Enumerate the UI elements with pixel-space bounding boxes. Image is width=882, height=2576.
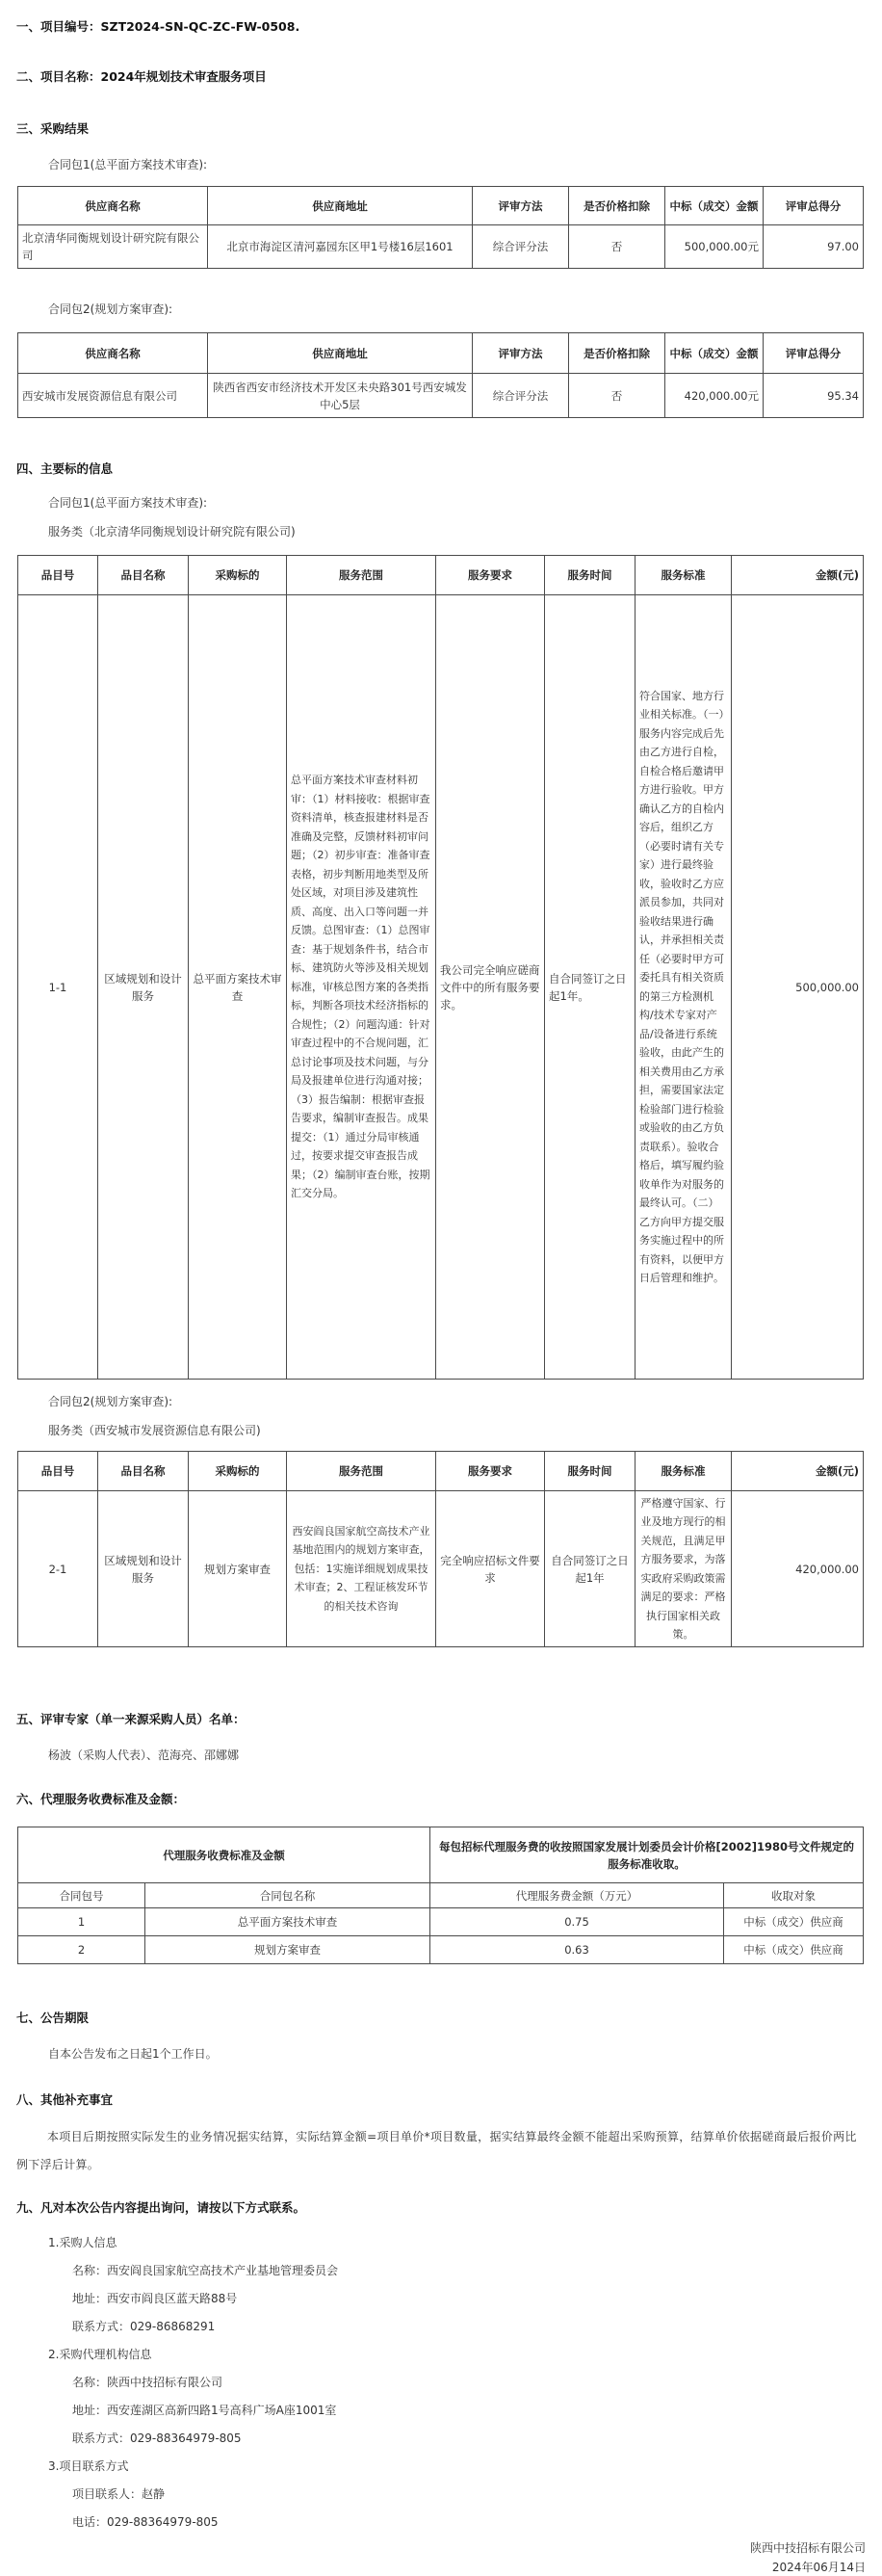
project-contact-phone: 电话：029-88364979-805 [72, 2515, 219, 2529]
header-scope: 服务范围 [287, 1452, 436, 1491]
section-supplement: 八、其他补充事宜 [16, 2092, 114, 2107]
fee-row2-no: 2 [18, 1936, 145, 1964]
result1-address: 北京市海淀区清河嘉园东区甲1号楼16层1601 [208, 225, 473, 269]
header-item-no: 品目号 [18, 1452, 98, 1491]
subject-table-1 [17, 555, 864, 1380]
header-winning-amount: 中标（成交）金额 [665, 333, 764, 374]
result2-deduction: 否 [569, 374, 665, 418]
header-amount: 金额(元) [732, 556, 864, 595]
signature-organization: 陕西中技招标有限公司 [749, 2541, 866, 2555]
header-amount: 金额(元) [732, 1452, 864, 1491]
item2-requirement: 完全响应招标文件要求 [436, 1491, 545, 1647]
item1-name: 区域规划和设计服务 [98, 595, 189, 1380]
header-target: 采购标的 [189, 556, 287, 595]
item2-standard: 严格遵守国家、行业及地方现行的相关规范，且满足甲方服务要求，为落实政府采购政策需满足的要求：严格执行国家相关政策。 [636, 1491, 732, 1647]
item1-time: 自合同签订之日起1年。 [545, 595, 636, 1380]
item1-scope: 总平面方案技术审查材料初审：（1）材料接收：根据审查资料清单，核查报建材料是否准确及完整，反馈材料初审问题；（2）初步审查：准备审查表格，初步判断用地类型及所处区域，对项目涉及建筑性质、高度、出入口等问题一并反馈。总图审查：（1）总图审查：基于规划条件书，结合市标、建筑防火等涉及相关规划标准，审核总图方案的各类指标，判断各项技术经济指标的合规性；（2）问题沟通：针对审查过程中的不合规问题，汇总讨论事项及技术问题，与分局及报建单位进行沟通对接；（3）报告编制：根据审查报告要求，编制审查报告。成果提交：（1）通过分局审核通过，按要求提交审查报告成果；（2）编制审查台账，按期汇交分局。 [287, 595, 436, 1380]
info-service1-title: 服务类（北京清华同衡规划设计研究院有限公司) [48, 525, 296, 539]
fee-standard-description: 每包招标代理服务费的收按照国家发展计划委员会计价格[2002]1980号文件规定的服务标准收取。 [430, 1827, 864, 1883]
notice-period-text: 自本公告发布之日起1个工作日。 [48, 2047, 218, 2061]
experts-list: 杨波（采购人代表）、范海亮、邵娜娜 [48, 1748, 240, 1762]
project-number: 一、项目编号：SZT2024-SN-QC-ZC-FW-0508. [16, 19, 300, 34]
supplement-text: 本项目后期按照实际发生的业务情况据实结算，实际结算金额=项目单价*项目数量，据实结算最终金额不能超出采购预算，结算单价依据磋商最后报价两比例下浮后计算。 [16, 2130, 857, 2171]
header-evaluation-method: 评审方法 [473, 187, 569, 225]
fee-header-fee-amount: 代理服务费金额（万元） [430, 1883, 724, 1908]
project-name: 二、项目名称：2024年规划技术审查服务项目 [16, 69, 267, 84]
result1-method: 综合评分法 [473, 225, 569, 269]
purchaser-address: 地址：西安市阎良区蓝天路88号 [72, 2292, 238, 2305]
fee-row1-no: 1 [18, 1908, 145, 1936]
section-procurement-result: 三、采购结果 [16, 121, 90, 136]
fee-row2-amount: 0.63 [430, 1936, 724, 1964]
info-service2-title: 服务类（西安城市发展资源信息有限公司) [48, 1424, 261, 1437]
signature-date: 2024年06月14日 [771, 2561, 866, 2574]
item2-amount: 420,000.00 [732, 1491, 864, 1647]
header-requirement: 服务要求 [436, 556, 545, 595]
item2-scope: 西安阎良国家航空高技术产业基地范围内的规划方案审查，包括：1实施详细规划成果技术审查；2、工程证核发环节的相关技术咨询 [287, 1491, 436, 1647]
header-target: 采购标的 [189, 1452, 287, 1491]
item1-amount: 500,000.00 [732, 595, 864, 1380]
agency-phone: 联系方式：029-88364979-805 [72, 2431, 242, 2445]
table-row [18, 1936, 864, 1964]
result2-amount: 420,000.00元 [665, 374, 764, 418]
section-contact: 九、凡对本次公告内容提出询问，请按以下方式联系。 [16, 2200, 306, 2215]
item1-standard: 符合国家、地方行业相关标准。（一）服务内容完成后先由乙方进行自检，自检合格后邀请甲方进行验收。甲方确认乙方的自检内容后，组织乙方（必要时请有关专家）进行最终验收，验收时乙方应派员参加，共同对验收结果进行确认，并承担相关责任（必要时甲方可委托具有相关资质的第三方检测机构/技术专家对产品/设备进行系统验收，由此产生的相关费用由乙方承担，需要国家法定检验部门进行检验或验收的由乙方负责联系）。验收合格后，填写履约验收单作为对服务的最终认可。（二）乙方向甲方提交服务实施过程中的所有资料，以便甲方日后管理和维护。 [636, 595, 732, 1380]
header-standard: 服务标准 [636, 1452, 732, 1491]
contact-purchaser-title: 1.采购人信息 [48, 2236, 117, 2249]
result1-amount: 500,000.00元 [665, 225, 764, 269]
result2-method: 综合评分法 [473, 374, 569, 418]
header-supplier-name: 供应商名称 [18, 333, 208, 374]
header-time: 服务时间 [545, 1452, 636, 1491]
header-evaluation-method: 评审方法 [473, 333, 569, 374]
purchaser-phone: 联系方式：029-86868291 [72, 2320, 216, 2333]
section-notice-period: 七、公告期限 [16, 2011, 90, 2025]
header-requirement: 服务要求 [436, 1452, 545, 1491]
header-supplier-address: 供应商地址 [208, 187, 473, 225]
result-table-1 [17, 186, 864, 269]
header-supplier-name: 供应商名称 [18, 187, 208, 225]
header-item-name: 品目名称 [98, 556, 189, 595]
subject-table-2 [17, 1451, 864, 1647]
header-total-score: 评审总得分 [764, 187, 864, 225]
info-package1-title: 合同包1(总平面方案技术审查): [48, 496, 208, 510]
agency-address: 地址：西安莲湖区高新四路1号高科广场A座1001室 [72, 2404, 337, 2417]
result2-supplier: 西安城市发展资源信息有限公司 [18, 374, 208, 418]
header-supplier-address: 供应商地址 [208, 333, 473, 374]
header-item-no: 品目号 [18, 556, 98, 595]
header-standard: 服务标准 [636, 556, 732, 595]
item2-name: 区域规划和设计服务 [98, 1491, 189, 1647]
result1-deduction: 否 [569, 225, 665, 269]
fee-row2-name: 规划方案审查 [145, 1936, 430, 1964]
section-agency-fee: 六、代理服务收费标准及金额： [16, 1792, 186, 1806]
result1-score: 97.00 [764, 225, 864, 269]
item2-target: 规划方案审查 [189, 1491, 287, 1647]
header-item-name: 品目名称 [98, 1452, 189, 1491]
item1-requirement: 我公司完全响应磋商文件中的所有服务要求。 [436, 595, 545, 1380]
header-price-deduction: 是否价格扣除 [569, 187, 665, 225]
agency-name: 名称：陕西中技招标有限公司 [72, 2376, 223, 2389]
item1-no: 1-1 [18, 595, 98, 1380]
fee-row1-name: 总平面方案技术审查 [145, 1908, 430, 1936]
result-package1-title: 合同包1(总平面方案技术审查): [48, 158, 208, 171]
result-table-2 [17, 332, 864, 418]
result1-supplier: 北京清华同衡规划设计研究院有限公司 [18, 225, 208, 269]
project-contact-person: 项目联系人：赵静 [72, 2487, 166, 2501]
item1-target: 总平面方案技术审查 [189, 595, 287, 1380]
item2-time: 自合同签订之日起1年 [545, 1491, 636, 1647]
item2-no: 2-1 [18, 1491, 98, 1647]
result2-score: 95.34 [764, 374, 864, 418]
header-total-score: 评审总得分 [764, 333, 864, 374]
section-main-subject: 四、主要标的信息 [16, 461, 114, 476]
fee-header-payer: 收取对象 [724, 1883, 864, 1908]
purchaser-name: 名称：西安阎良国家航空高技术产业基地管理委员会 [72, 2264, 339, 2277]
header-winning-amount: 中标（成交）金额 [665, 187, 764, 225]
header-time: 服务时间 [545, 556, 636, 595]
fee-standard-header: 代理服务收费标准及金额 [18, 1827, 430, 1883]
section-experts: 五、评审专家（单一来源采购人员）名单： [16, 1712, 246, 1726]
fee-row1-payer: 中标（成交）供应商 [724, 1908, 864, 1936]
result2-address: 陕西省西安市经济技术开发区未央路301号西安城发中心5层 [208, 374, 473, 418]
fee-header-package-no: 合同包号 [18, 1883, 145, 1908]
header-price-deduction: 是否价格扣除 [569, 333, 665, 374]
fee-row1-amount: 0.75 [430, 1908, 724, 1936]
result-package2-title: 合同包2(规划方案审查): [48, 302, 173, 316]
contact-project-title: 3.项目联系方式 [48, 2459, 129, 2473]
header-scope: 服务范围 [287, 556, 436, 595]
contact-agency-title: 2.采购代理机构信息 [48, 2348, 152, 2361]
agency-fee-table [17, 1827, 864, 1964]
info-package2-title: 合同包2(规划方案审查): [48, 1395, 173, 1408]
fee-header-package-name: 合同包名称 [145, 1883, 430, 1908]
fee-row2-payer: 中标（成交）供应商 [724, 1936, 864, 1964]
table-row [18, 1908, 864, 1936]
